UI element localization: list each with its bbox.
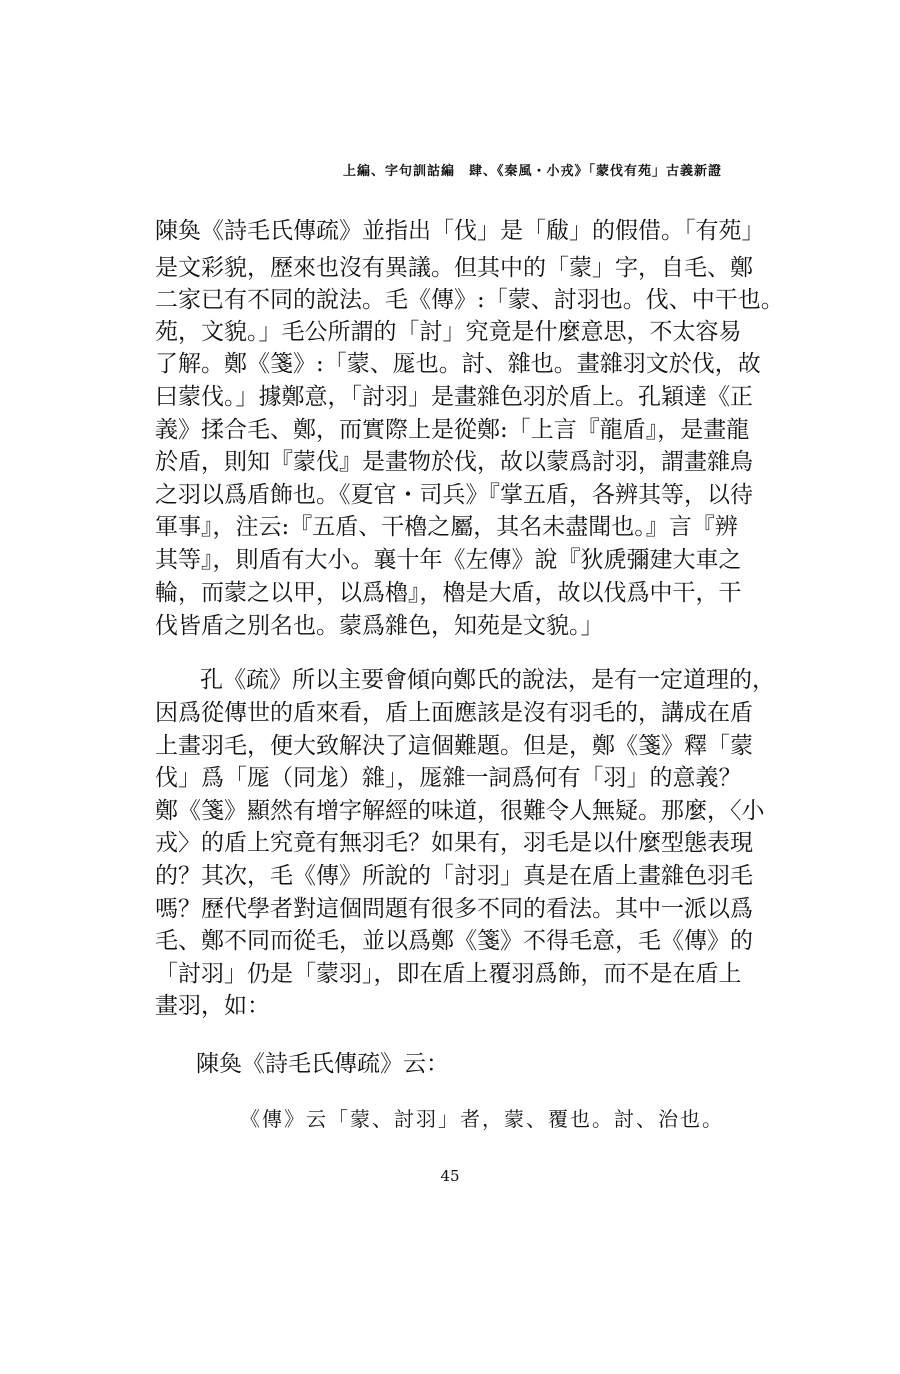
text-line: 於盾，則知『蒙伐』是畫物於伐，故以蒙爲討羽，謂畫雜鳥	[155, 449, 753, 475]
quote-source: 陳奐《詩毛氏傳疏》云：	[196, 1051, 449, 1077]
text-line: 曰蒙伐。」據鄭意，「討羽」是畫雜色羽於盾上。孔穎達《正	[155, 384, 753, 410]
text-line: 陳奐《詩毛氏傳疏》並指出「伐」是「瞂」的假借。「有苑」	[155, 218, 765, 244]
text-line: 之羽以爲盾飾也。《夏官・司兵》『掌五盾，各辨其等，以待	[155, 482, 753, 508]
running-head: 上編、字句訓詁編 肆、《秦風・小戎》「蒙伐有苑」古義新證	[342, 164, 722, 179]
text-line: 的？其次，毛《傳》所說的「討羽」真是在盾上畫雜色羽毛	[155, 863, 753, 889]
text-line: 義》揉合毛、鄭，而實際上是從鄭:「上言『龍盾』，是畫龍	[155, 417, 750, 443]
text-line: 伐皆盾之別名也。蒙爲雜色，知苑是文貌。」	[155, 613, 604, 639]
text-line: 畫羽，如：	[155, 993, 270, 1019]
text-line: 因爲從傳世的盾來看，盾上面應該是沒有羽毛的，講成在盾	[155, 700, 753, 726]
text-line: 伐」爲「厖（同尨）雜」，厖雜一詞爲何有「羽」的意義？	[155, 765, 742, 791]
page-number: 45	[440, 1167, 460, 1185]
text-line: 輪，而蒙之以甲，以爲櫓』，櫓是大盾，故以伐爲中干，干	[155, 580, 742, 606]
text-line: 是文彩貌，歷來也沒有異議。但其中的「蒙」字，自毛、鄭	[155, 255, 753, 281]
text-line: 嗎？歷代學者對這個問題有很多不同的看法。其中一派以爲	[155, 896, 753, 922]
text-line: 上畫羽毛，便大致解決了這個難題。但是，鄭《箋》釋「蒙	[155, 733, 753, 759]
text-line: 苑，文貌。」毛公所謂的「討」究竟是什麼意思，不太容易	[155, 319, 742, 345]
text-line: 其等』，則盾有大小。襄十年《左傳》說『狄虒彌建大車之	[155, 547, 742, 573]
text-line: 二家已有不同的說法。毛《傳》:「蒙、討羽也。伐、中干也。	[155, 287, 784, 313]
text-line: 了解。鄭《箋》:「蒙、厖也。討、雜也。畫雜羽文於伐，故	[155, 351, 761, 377]
text-line: 軍事』，注云:『五盾、干櫓之屬，其名未盡聞也。』言『辨	[155, 514, 738, 540]
text-line: 毛、鄭不同而從毛，並以爲鄭《箋》不得毛意，毛《傳》的	[155, 928, 753, 954]
text-line: 「討羽」仍是「蒙羽」，即在盾上覆羽爲飾，而不是在盾上	[155, 961, 742, 987]
text-line: 孔《疏》所以主要會傾向鄭氏的說法，是有一定道理的，	[200, 667, 775, 693]
quote-text: 《傳》云「蒙、討羽」者，蒙、覆也。討、治也。	[240, 1107, 724, 1131]
text-line: 戎〉的盾上究竟有無羽毛？如果有，羽毛是以什麼型態表現	[155, 830, 753, 856]
text-line: 鄭《箋》顯然有增字解經的味道，很難令人無疑。那麼，〈小	[155, 798, 765, 824]
